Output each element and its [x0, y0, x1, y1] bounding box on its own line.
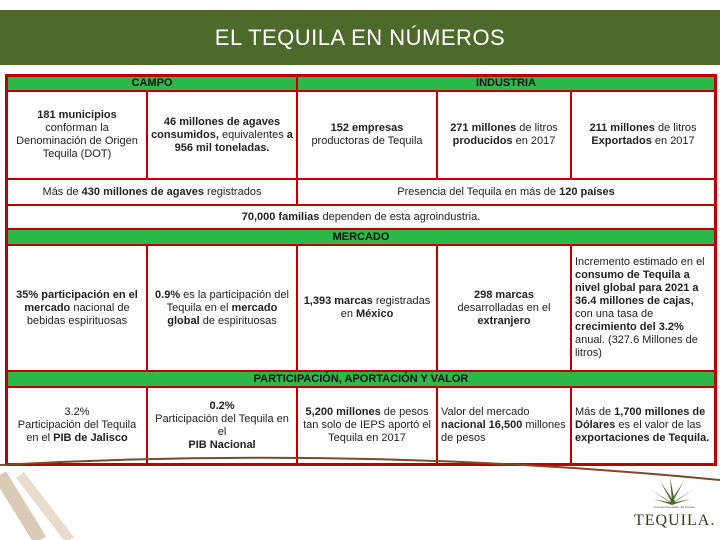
- logo-text: TEQUILA.: [634, 512, 716, 529]
- page-title: EL TEQUILA EN NÚMEROS: [214, 25, 506, 50]
- cell-text-bold: extranjero: [477, 314, 531, 327]
- cell-text: de litros: [654, 122, 697, 134]
- cell-text-bold: 0.2%: [209, 399, 235, 412]
- cell-text: Participación del Tequila en el: [17, 419, 137, 444]
- cell-text-bold: 70,000 familias: [241, 210, 320, 223]
- cell-pib-jalisco: [7, 387, 147, 464]
- cell-text-bold: consumo de Tequila a nivel global para 2021 a 36.4 millones de cajas,: [575, 269, 699, 307]
- cell-text: anual. (327.6 Millones de litros): [575, 334, 698, 359]
- band-participacion: PARTICIPACIÓN, APORTACIÓN Y VALOR: [7, 371, 715, 387]
- cell-litros-producidos: [437, 91, 571, 179]
- cell-text: 3.2%: [64, 406, 90, 418]
- cell-text-bold: 46 millones de agaves consumidos,: [151, 115, 281, 141]
- cell-text-bold: 5,200 millones: [305, 406, 381, 418]
- cell-text-bold: 271 millones: [450, 122, 517, 134]
- cell-text: en 2017: [651, 135, 695, 147]
- cell-text-bold: Exportados: [591, 135, 652, 147]
- cell-text: de espirituosas: [199, 314, 277, 327]
- cell-agaves-consumidos: [147, 91, 297, 179]
- band-mercado: MERCADO: [7, 229, 715, 245]
- cell-text-bold: 1,393 marcas: [303, 295, 373, 307]
- cell-text: Valor del mercado: [441, 406, 530, 418]
- cell-text-bold: 1,700 millones de Dólares: [575, 406, 706, 431]
- cell-empresas: [297, 91, 437, 179]
- cell-participacion-nacional: [7, 245, 147, 371]
- header: [0, 0, 720, 65]
- logo-subtitle: Consejo Regulador del Tequila: [653, 505, 695, 509]
- cell-agaves-registrados: [7, 179, 297, 205]
- cell-text: desarrolladas en el: [457, 301, 551, 314]
- cell-text: Más de: [42, 185, 82, 198]
- footer-stripe: [0, 475, 40, 540]
- cell-litros-exportados: [571, 91, 715, 179]
- cell-text-bold: 35% participación en el mercado: [16, 288, 138, 314]
- cell-text: registrados: [203, 185, 262, 198]
- cell-text-bold: mercado global: [167, 301, 278, 327]
- cell-text: Presencia del Tequila en más de: [397, 185, 560, 198]
- cell-participacion-global: [147, 245, 297, 371]
- cell-text-bold: crecimiento del 3.2%: [575, 321, 684, 333]
- data-table: [5, 74, 717, 466]
- cell-valor-mercado: [437, 387, 571, 464]
- cell-text: de pesos tan solo de IEPS aportó el Tequila en 2017: [303, 406, 431, 444]
- cell-municipios: [7, 91, 147, 179]
- cell-text: Más de: [575, 406, 615, 418]
- cell-text: de litros: [516, 122, 558, 134]
- cell-text-bold: 298 marcas: [474, 288, 534, 301]
- cell-text: conforman la Denominación de Origen Tequila (DOT): [16, 122, 138, 160]
- band-industria: INDUSTRIA: [297, 76, 715, 91]
- cell-text: Participación del Tequila en el: [155, 412, 289, 438]
- cell-text-bold: nacional 16,500: [441, 419, 523, 431]
- cell-text-bold: PIB de Jalisco: [53, 432, 128, 444]
- cell-paises: [297, 179, 715, 205]
- cell-text-bold: a 956 mil toneladas.: [174, 128, 293, 154]
- cell-text: en 2017: [512, 135, 556, 147]
- cell-text-bold: PIB Nacional: [188, 438, 256, 451]
- cell-text-bold: 152 empresas: [330, 122, 404, 134]
- cell-text: es la participación del Tequila en el: [166, 288, 289, 314]
- cell-text-bold: producidos: [452, 135, 513, 147]
- footer-curve: [0, 455, 720, 540]
- cell-exportaciones: [571, 387, 715, 464]
- cell-text: millones de pesos: [441, 419, 566, 444]
- cell-text-bold: 0.9%: [155, 288, 181, 301]
- cell-text: registradas en: [340, 295, 431, 320]
- cell-text: es el valor de las: [615, 419, 701, 431]
- cell-text: equivalentes: [218, 128, 287, 141]
- cell-text: Incremento estimado en el: [575, 256, 705, 268]
- cell-marcas-mexico: [297, 245, 437, 371]
- cell-text: dependen de esta agroindustria.: [319, 210, 481, 223]
- footer-curve-line: [0, 458, 720, 480]
- cell-text-bold: exportaciones de Tequila.: [575, 432, 710, 444]
- cell-familias: [7, 205, 715, 229]
- cell-text-bold: México: [356, 308, 394, 320]
- cell-text: nacional de bebidas espirituosas: [26, 301, 130, 327]
- band-campo: CAMPO: [7, 76, 297, 91]
- cell-text-bold: 181 municipios: [37, 109, 117, 121]
- cell-marcas-extranjero: [437, 245, 571, 371]
- cell-text-bold: 211 millones: [589, 122, 655, 134]
- cell-ieps: [297, 387, 437, 464]
- cell-incremento-consumo: [571, 245, 715, 371]
- cell-text: productoras de Tequila: [311, 135, 423, 147]
- cell-text-bold: 120 países: [559, 185, 615, 198]
- cell-pib-nacional: [147, 387, 297, 464]
- cell-text-bold: 430 millones de agaves: [81, 185, 204, 198]
- cell-text: con una tasa de: [575, 308, 654, 320]
